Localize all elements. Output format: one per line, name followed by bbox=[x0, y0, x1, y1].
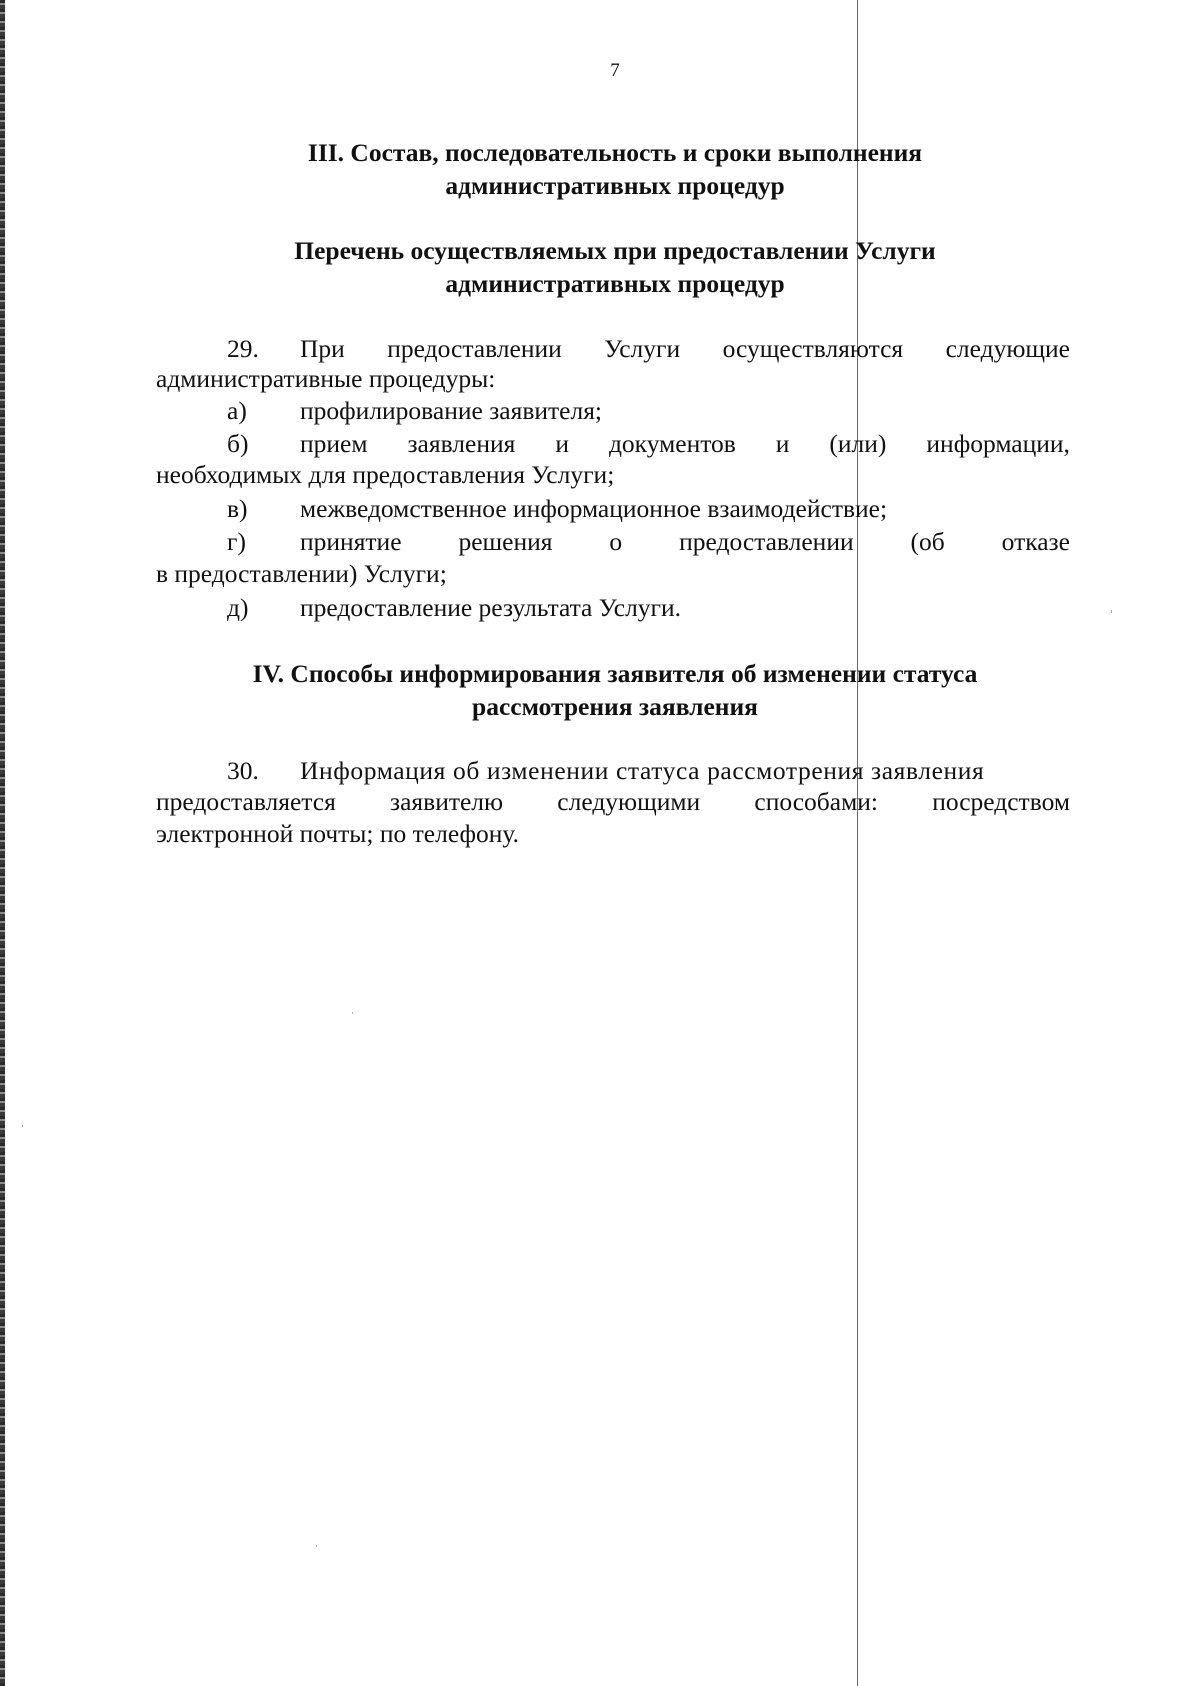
paragraph-30-line2 bbox=[156, 787, 1070, 817]
word: (об bbox=[910, 527, 945, 556]
paragraph-30-line1: Информация об изменении статуса рассмотрения заявления bbox=[300, 756, 985, 785]
list-item-text bbox=[300, 429, 1070, 459]
paragraph-30-line3: электронной почты; по телефону. bbox=[156, 819, 519, 848]
section-3-title-line2: административных процедур bbox=[445, 171, 785, 200]
list-item-text bbox=[300, 527, 1070, 557]
list-item-text: предоставление результата Услуги. bbox=[300, 593, 682, 622]
section-4-title-line2: рассмотрения заявления bbox=[472, 692, 758, 721]
word: предоставлении bbox=[679, 527, 854, 556]
word: прием bbox=[300, 429, 368, 458]
scan-speck bbox=[22, 1125, 23, 1127]
word: и bbox=[555, 429, 569, 458]
word: предоставляется bbox=[156, 787, 336, 816]
word: следующие bbox=[945, 334, 1070, 363]
word: принятие bbox=[300, 527, 402, 556]
paragraph-29-line2: административные процедуры: bbox=[156, 364, 496, 393]
paragraph-29-line1 bbox=[300, 334, 1070, 364]
section-3-title bbox=[150, 136, 1080, 202]
word: следующими bbox=[557, 787, 701, 816]
word: Услуги bbox=[604, 334, 681, 363]
list-item-continuation: в предоставлении) Услуги; bbox=[156, 559, 447, 588]
scan-speck bbox=[352, 1012, 353, 1014]
word: осуществляются bbox=[722, 334, 904, 363]
section-3-subtitle bbox=[150, 234, 1080, 300]
word: заявителю bbox=[390, 787, 504, 816]
word: и bbox=[775, 429, 790, 458]
word: информации, bbox=[926, 429, 1070, 458]
word: о bbox=[609, 527, 623, 556]
paragraph-29-number: 29. bbox=[227, 334, 259, 363]
word: решения bbox=[458, 527, 553, 556]
section-4-title-line1: IV. Способы информирования заявителя об изменении статуса bbox=[252, 659, 978, 688]
word: документов bbox=[608, 429, 736, 458]
scan-speck bbox=[316, 1545, 317, 1547]
section-3-title-line1: III. Состав, последовательность и сроки выполнения bbox=[307, 138, 923, 167]
scan-speck bbox=[1111, 610, 1112, 613]
word: заявления bbox=[407, 429, 516, 458]
list-item-marker: г) bbox=[227, 527, 246, 556]
list-item-text: профилирование заявителя; bbox=[300, 396, 603, 425]
list-item-continuation: необходимых для предоставления Услуги; bbox=[156, 460, 615, 489]
word: При bbox=[300, 334, 345, 363]
section-3-subtitle-line2: административных процедур bbox=[445, 269, 785, 298]
word: посредством bbox=[932, 787, 1070, 816]
paragraph-30-number: 30. bbox=[227, 756, 259, 785]
word: отказе bbox=[1001, 527, 1070, 556]
list-item-marker: б) bbox=[227, 429, 249, 458]
list-item-marker: д) bbox=[227, 593, 249, 622]
word: (или) bbox=[829, 429, 887, 458]
section-3-subtitle-line1: Перечень осуществляемых при предоставлении Услуги bbox=[294, 236, 936, 265]
section-4-title bbox=[150, 657, 1080, 723]
list-item-marker: а) bbox=[227, 396, 247, 425]
word: способами: bbox=[754, 787, 878, 816]
page-number: 7 bbox=[610, 60, 620, 81]
list-item-text: межведомственное информационное взаимодействие; bbox=[300, 494, 888, 523]
word: предоставлении bbox=[387, 334, 562, 363]
list-item-marker: в) bbox=[227, 494, 248, 523]
scan-left-edge bbox=[0, 0, 5, 1686]
